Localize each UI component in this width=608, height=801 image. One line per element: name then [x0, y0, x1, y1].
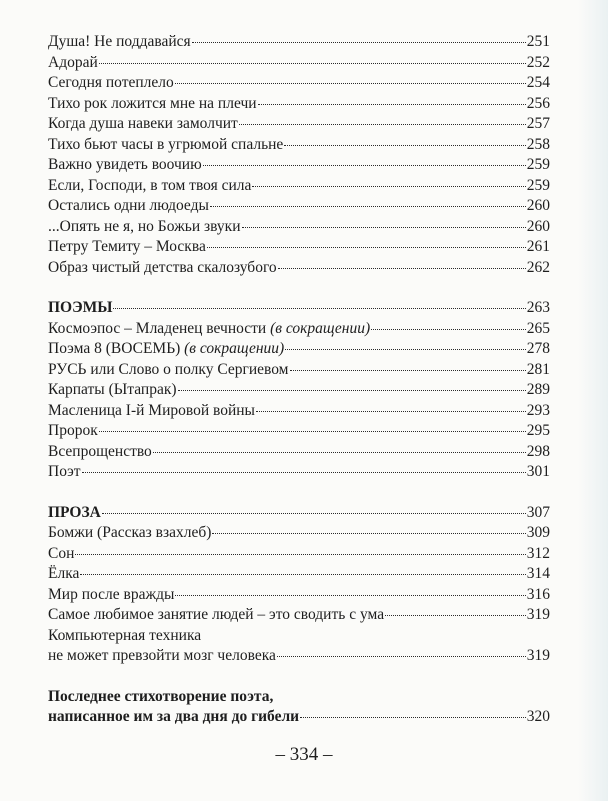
- toc-entry[interactable]: [48, 176, 550, 197]
- toc-entry[interactable]: [48, 258, 550, 279]
- toc-entry[interactable]: [48, 155, 550, 176]
- leader-dots: [284, 145, 525, 146]
- toc-entry[interactable]: [48, 380, 550, 401]
- entry-title-text: Остались одни людоеды: [48, 197, 209, 214]
- leader-dots: [192, 42, 526, 43]
- entry-title-text: Всепрощенство: [48, 442, 152, 460]
- entry-title: [48, 564, 79, 585]
- entry-title-text: Тихо бьют часы в угрюмой спальне: [48, 135, 284, 153]
- leader-dots: [82, 472, 526, 473]
- page-number: 262: [526, 258, 550, 276]
- leader-dots: [290, 370, 526, 371]
- toc-entry[interactable]: [48, 442, 550, 463]
- page-number: 312: [526, 544, 550, 562]
- leader-dots: [212, 533, 525, 534]
- entry-title-line2: написанное им за два дня до гибели: [48, 708, 300, 725]
- toc-entry[interactable]: [48, 114, 550, 135]
- entry-title: [48, 585, 174, 606]
- section-heading-poemy[interactable]: [48, 298, 550, 319]
- poems-list: [48, 32, 550, 278]
- entry-title-text: Когда душа навеки замолчит: [48, 115, 238, 132]
- page-number: 309: [526, 524, 550, 541]
- poemy-list: [48, 319, 550, 483]
- entry-title-text: Душа! Не поддавайся: [48, 33, 191, 50]
- page-number: 319: [526, 606, 550, 623]
- table-of-contents: [48, 32, 550, 728]
- entry-title: [48, 401, 255, 422]
- leader-dots: [99, 431, 526, 432]
- leader-dots: [102, 513, 526, 514]
- entry-title: [48, 339, 284, 360]
- entry-title: [48, 360, 289, 381]
- entry-title: [48, 32, 191, 53]
- section-title: ПОЭМЫ: [48, 299, 113, 316]
- entry-title: [48, 462, 81, 483]
- entry-title: [48, 442, 152, 463]
- toc-entry[interactable]: [48, 605, 550, 626]
- leader-dots: [256, 411, 526, 412]
- entry-title: [48, 237, 206, 258]
- entry-title: [48, 258, 277, 279]
- entry-title: [48, 319, 370, 340]
- entry-title-text: Важно увидеть воочию: [48, 156, 202, 173]
- page-footer-number: – 334 –: [275, 744, 333, 765]
- entry-title-line1: Последнее стихотворение поэта,: [48, 687, 274, 705]
- entry-title-text: Поэма 8 (ВОСЕМЬ): [48, 340, 185, 357]
- toc-entry[interactable]: [48, 237, 550, 258]
- entry-title-note: (в сокращении): [184, 340, 285, 357]
- leader-dots: [203, 165, 526, 166]
- entry-title-text: Самое любимое занятие людей – это сводить с ума: [48, 606, 385, 623]
- toc-entry[interactable]: [48, 585, 550, 606]
- toc-entry-last-poem[interactable]: [48, 687, 550, 728]
- page-number: 316: [526, 585, 550, 603]
- page-number: 307: [526, 503, 550, 521]
- entry-title: [48, 155, 202, 176]
- toc-entry[interactable]: [48, 421, 550, 442]
- leader-dots: [252, 186, 525, 187]
- toc-entry[interactable]: [48, 544, 550, 565]
- entry-title: [48, 176, 251, 197]
- leader-dots: [80, 574, 525, 575]
- page-number: 257: [526, 115, 550, 132]
- entry-title: [48, 523, 211, 544]
- page-number: 281: [526, 360, 550, 378]
- entry-title-text: Поэт: [48, 463, 81, 480]
- leader-dots: [113, 308, 525, 309]
- section-title: ПРОЗА: [48, 503, 101, 521]
- entry-last-line: [48, 646, 550, 667]
- page-number: 295: [526, 422, 550, 439]
- leader-dots: [75, 554, 525, 555]
- spacer: [48, 667, 550, 687]
- entry-title: [48, 135, 283, 156]
- page-number: 259: [526, 176, 550, 194]
- entry-title-text: Сон: [48, 544, 75, 562]
- leader-dots: [175, 83, 526, 84]
- page-number: 259: [526, 156, 550, 173]
- entry-title: [48, 94, 257, 115]
- leader-dots: [242, 227, 526, 228]
- entry-title-text: ...Опять не я, но Божьи звуки: [48, 217, 241, 235]
- entry-title-text: Образ чистый детства скалозубого: [48, 258, 277, 276]
- entry-title: [48, 380, 177, 401]
- page-number: 265: [526, 319, 550, 337]
- entry-title-text: Адорай: [48, 53, 98, 71]
- page-number: 258: [526, 135, 550, 153]
- leader-dots: [278, 268, 526, 269]
- leader-dots: [153, 452, 526, 453]
- page-number: 261: [526, 238, 550, 255]
- section-heading-proza[interactable]: [48, 503, 550, 524]
- entry-title: [48, 73, 174, 94]
- entry-title-text: Карпаты (Ытапрак): [48, 381, 177, 398]
- leader-dots: [371, 329, 526, 330]
- page-number: 319: [526, 647, 550, 664]
- page-number: 320: [526, 708, 550, 725]
- page-number: 278: [526, 340, 550, 357]
- toc-entry[interactable]: [48, 319, 550, 340]
- page-number: 289: [526, 381, 550, 398]
- leader-dots: [175, 595, 525, 596]
- toc-entry[interactable]: [48, 196, 550, 217]
- entry-title-text: Пророк: [48, 422, 98, 439]
- entry-title-text: Бомжи (Рассказ взахлеб): [48, 524, 212, 541]
- entry-title: [48, 217, 241, 238]
- toc-entry-computer[interactable]: [48, 626, 550, 667]
- entry-title-text: Петру Темиту – Москва: [48, 238, 206, 255]
- proza-list: [48, 523, 550, 626]
- spacer: [48, 483, 550, 503]
- leader-dots: [99, 63, 526, 64]
- spacer: [48, 278, 550, 298]
- page-number: 251: [526, 33, 550, 50]
- leader-dots: [277, 656, 526, 657]
- leader-dots: [178, 390, 526, 391]
- entry-title: [48, 196, 209, 217]
- toc-entry[interactable]: [48, 523, 550, 544]
- entry-title-text: Мир после вражды: [48, 585, 175, 603]
- toc-entry[interactable]: [48, 32, 550, 53]
- toc-entry[interactable]: [48, 94, 550, 115]
- toc-entry[interactable]: [48, 564, 550, 585]
- page-edge-shading: [578, 0, 608, 801]
- entry-title-line2: не может превзойти мозг человека: [48, 647, 276, 664]
- page-number: 314: [526, 565, 550, 582]
- toc-entry[interactable]: [48, 217, 550, 238]
- leader-dots: [258, 104, 526, 105]
- entry-title-text: Ёлка: [48, 565, 80, 582]
- page-number: 263: [526, 299, 550, 316]
- entry-title-line1: Компьютерная техника: [48, 626, 202, 644]
- entry-title-text: РУСЬ или Слово о полку Сергиевом: [48, 360, 289, 378]
- leader-dots: [239, 124, 526, 125]
- entry-title: [48, 421, 98, 442]
- leader-dots: [285, 349, 526, 350]
- entry-title-text: Космоэпос – Младенец вечности: [48, 319, 271, 337]
- leader-dots: [385, 615, 526, 616]
- page-number: 293: [526, 401, 550, 419]
- page-number: 254: [526, 74, 550, 91]
- toc-entry[interactable]: [48, 462, 550, 483]
- page-number: 260: [526, 197, 550, 214]
- entry-title-text: Если, Господи, в том твоя сила: [48, 176, 252, 194]
- entry-title-text: Масленица I-й Мировой войны: [48, 401, 255, 419]
- entry-title: [48, 53, 98, 74]
- entry-last-line: [48, 707, 550, 728]
- page-number: 252: [526, 53, 550, 71]
- toc-entry[interactable]: [48, 360, 550, 381]
- toc-entry[interactable]: [48, 401, 550, 422]
- toc-entry[interactable]: [48, 73, 550, 94]
- entry-title-text: Тихо рок ложится мне на плечи: [48, 94, 257, 112]
- toc-entry[interactable]: [48, 135, 550, 156]
- page-number: 260: [526, 217, 550, 235]
- page-number: 298: [526, 442, 550, 460]
- entry-title: [48, 544, 74, 565]
- page-number: 256: [526, 94, 550, 112]
- entry-title: [48, 605, 384, 626]
- entry-title-text: Сегодня потеплело: [48, 74, 174, 91]
- toc-entry[interactable]: [48, 339, 550, 360]
- entry-title: [48, 114, 238, 135]
- leader-dots: [207, 247, 526, 248]
- page-number: 301: [526, 463, 550, 480]
- entry-title-note: (в сокращении): [270, 319, 371, 337]
- leader-dots: [210, 206, 526, 207]
- toc-entry[interactable]: [48, 53, 550, 74]
- leader-dots: [300, 717, 526, 718]
